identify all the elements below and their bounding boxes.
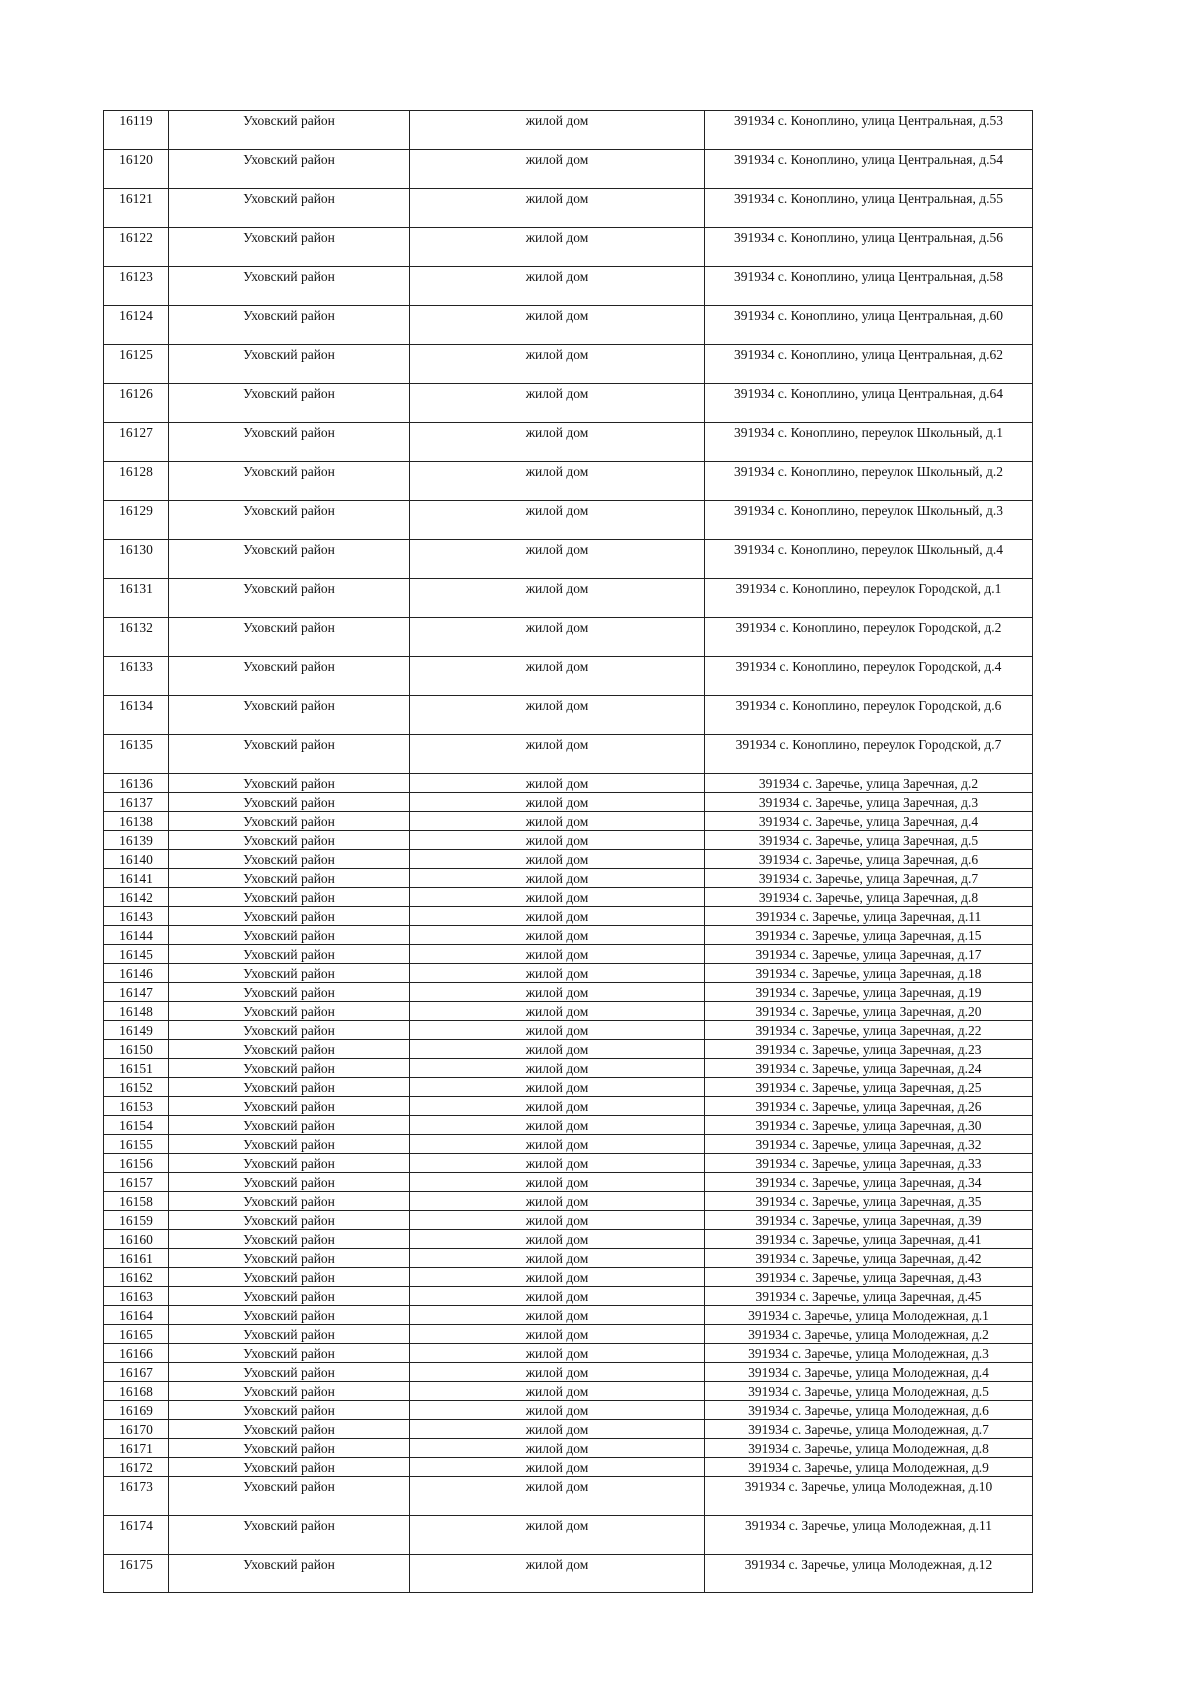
row-address: 391934 с. Заречье, улица Заречная, д.4: [705, 812, 1033, 831]
row-object-type: жилой дом: [410, 1287, 705, 1306]
row-object-type: жилой дом: [410, 1002, 705, 1021]
row-number: 16128: [104, 462, 169, 501]
table-row: [104, 1555, 1033, 1593]
row-address: 391934 с. Коноплино, переулок Школьный, д.4: [705, 540, 1033, 579]
row-address: 391934 с. Коноплино, улица Центральная, д.64: [705, 384, 1033, 423]
row-object-type: жилой дом: [410, 907, 705, 926]
row-object-type: жилой дом: [410, 1211, 705, 1230]
row-number: 16143: [104, 907, 169, 926]
row-address: 391934 с. Заречье, улица Заречная, д.45: [705, 1287, 1033, 1306]
table-row: [104, 1516, 1033, 1555]
row-district: Уховский район: [169, 228, 410, 267]
row-object-type: жилой дом: [410, 1363, 705, 1382]
table-row: [104, 1154, 1033, 1173]
row-address: 391934 с. Заречье, улица Заречная, д.5: [705, 831, 1033, 850]
row-object-type: жилой дом: [410, 657, 705, 696]
table-row: [104, 945, 1033, 964]
row-object-type: жилой дом: [410, 1059, 705, 1078]
table-row: [104, 1116, 1033, 1135]
row-address: 391934 с. Заречье, улица Заречная, д.35: [705, 1192, 1033, 1211]
table-row: [104, 111, 1033, 150]
row-number: 16137: [104, 793, 169, 812]
row-object-type: жилой дом: [410, 793, 705, 812]
row-address: 391934 с. Коноплино, переулок Школьный, д.2: [705, 462, 1033, 501]
table-row: [104, 1306, 1033, 1325]
row-number: 16151: [104, 1059, 169, 1078]
row-object-type: жилой дом: [410, 228, 705, 267]
row-district: Уховский район: [169, 150, 410, 189]
row-object-type: жилой дом: [410, 618, 705, 657]
row-object-type: жилой дом: [410, 774, 705, 793]
row-object-type: жилой дом: [410, 306, 705, 345]
row-district: Уховский район: [169, 501, 410, 540]
row-district: Уховский район: [169, 1401, 410, 1420]
row-number: 16145: [104, 945, 169, 964]
row-district: Уховский район: [169, 964, 410, 983]
table-row: [104, 869, 1033, 888]
row-object-type: жилой дом: [410, 1555, 705, 1593]
row-object-type: жилой дом: [410, 869, 705, 888]
row-address: 391934 с. Заречье, улица Молодежная, д.12: [705, 1555, 1033, 1593]
table-row: [104, 345, 1033, 384]
row-district: Уховский район: [169, 983, 410, 1002]
row-address: 391934 с. Заречье, улица Заречная, д.41: [705, 1230, 1033, 1249]
row-number: 16171: [104, 1439, 169, 1458]
row-number: 16120: [104, 150, 169, 189]
row-number: 16170: [104, 1420, 169, 1439]
row-number: 16152: [104, 1078, 169, 1097]
row-district: Уховский район: [169, 1325, 410, 1344]
row-object-type: жилой дом: [410, 1516, 705, 1555]
row-number: 16147: [104, 983, 169, 1002]
row-object-type: жилой дом: [410, 1382, 705, 1401]
row-object-type: жилой дом: [410, 1040, 705, 1059]
table-row: [104, 1249, 1033, 1268]
row-address: 391934 с. Заречье, улица Молодежная, д.3: [705, 1344, 1033, 1363]
row-district: Уховский район: [169, 1516, 410, 1555]
row-district: Уховский район: [169, 540, 410, 579]
row-object-type: жилой дом: [410, 1097, 705, 1116]
table-row: [104, 1059, 1033, 1078]
table-row: [104, 1002, 1033, 1021]
table-row: [104, 926, 1033, 945]
row-address: 391934 с. Коноплино, улица Центральная, д.56: [705, 228, 1033, 267]
row-object-type: жилой дом: [410, 1135, 705, 1154]
row-district: Уховский район: [169, 1021, 410, 1040]
table-row: [104, 540, 1033, 579]
row-district: Уховский район: [169, 1002, 410, 1021]
row-object-type: жилой дом: [410, 888, 705, 907]
table-body: [104, 111, 1033, 1593]
row-district: Уховский район: [169, 945, 410, 964]
row-object-type: жилой дом: [410, 1249, 705, 1268]
row-district: Уховский район: [169, 1306, 410, 1325]
row-district: Уховский район: [169, 888, 410, 907]
row-object-type: жилой дом: [410, 501, 705, 540]
row-object-type: жилой дом: [410, 1230, 705, 1249]
row-number: 16156: [104, 1154, 169, 1173]
row-district: Уховский район: [169, 735, 410, 774]
row-number: 16123: [104, 267, 169, 306]
table-row: [104, 1439, 1033, 1458]
row-number: 16135: [104, 735, 169, 774]
table-row: [104, 1040, 1033, 1059]
row-district: Уховский район: [169, 1268, 410, 1287]
row-number: 16154: [104, 1116, 169, 1135]
row-address: 391934 с. Заречье, улица Заречная, д.25: [705, 1078, 1033, 1097]
row-district: Уховский район: [169, 812, 410, 831]
row-object-type: жилой дом: [410, 1325, 705, 1344]
row-district: Уховский район: [169, 1078, 410, 1097]
table-row: [104, 1325, 1033, 1344]
row-district: Уховский район: [169, 345, 410, 384]
row-district: Уховский район: [169, 1420, 410, 1439]
row-object-type: жилой дом: [410, 964, 705, 983]
table-row: [104, 384, 1033, 423]
table-row: [104, 1363, 1033, 1382]
table-row: [104, 907, 1033, 926]
row-address: 391934 с. Коноплино, улица Центральная, д.62: [705, 345, 1033, 384]
row-object-type: жилой дом: [410, 267, 705, 306]
row-number: 16175: [104, 1555, 169, 1593]
row-district: Уховский район: [169, 850, 410, 869]
row-number: 16150: [104, 1040, 169, 1059]
row-number: 16148: [104, 1002, 169, 1021]
table-row: [104, 228, 1033, 267]
row-address: 391934 с. Коноплино, улица Центральная, д.54: [705, 150, 1033, 189]
row-district: Уховский район: [169, 793, 410, 812]
row-district: Уховский район: [169, 1382, 410, 1401]
row-number: 16140: [104, 850, 169, 869]
row-district: Уховский район: [169, 907, 410, 926]
row-number: 16153: [104, 1097, 169, 1116]
table-row: [104, 812, 1033, 831]
table-row: [104, 1230, 1033, 1249]
table-row: [104, 964, 1033, 983]
row-district: Уховский район: [169, 869, 410, 888]
row-number: 16172: [104, 1458, 169, 1477]
table-row: [104, 1401, 1033, 1420]
table-row: [104, 735, 1033, 774]
row-object-type: жилой дом: [410, 1420, 705, 1439]
row-district: Уховский район: [169, 1230, 410, 1249]
row-object-type: жилой дом: [410, 983, 705, 1002]
row-number: 16129: [104, 501, 169, 540]
row-district: Уховский район: [169, 926, 410, 945]
row-address: 391934 с. Коноплино, переулок Городской, д.7: [705, 735, 1033, 774]
row-number: 16121: [104, 189, 169, 228]
row-district: Уховский район: [169, 423, 410, 462]
row-district: Уховский район: [169, 462, 410, 501]
row-address: 391934 с. Заречье, улица Заречная, д.33: [705, 1154, 1033, 1173]
row-number: 16168: [104, 1382, 169, 1401]
row-district: Уховский район: [169, 1192, 410, 1211]
table-row: [104, 1173, 1033, 1192]
row-object-type: жилой дом: [410, 1306, 705, 1325]
row-address: 391934 с. Заречье, улица Молодежная, д.11: [705, 1516, 1033, 1555]
table-row: [104, 1192, 1033, 1211]
row-address: 391934 с. Заречье, улица Заречная, д.3: [705, 793, 1033, 812]
row-address: 391934 с. Заречье, улица Заречная, д.2: [705, 774, 1033, 793]
row-number: 16144: [104, 926, 169, 945]
row-number: 16167: [104, 1363, 169, 1382]
row-object-type: жилой дом: [410, 384, 705, 423]
row-object-type: жилой дом: [410, 189, 705, 228]
row-district: Уховский район: [169, 1173, 410, 1192]
row-address: 391934 с. Заречье, улица Заречная, д.11: [705, 907, 1033, 926]
row-number: 16142: [104, 888, 169, 907]
table-row: [104, 1135, 1033, 1154]
row-object-type: жилой дом: [410, 1154, 705, 1173]
row-number: 16141: [104, 869, 169, 888]
row-district: Уховский район: [169, 774, 410, 793]
row-address: 391934 с. Коноплино, переулок Школьный, д.3: [705, 501, 1033, 540]
row-address: 391934 с. Коноплино, переулок Городской, д.1: [705, 579, 1033, 618]
table-row: [104, 1287, 1033, 1306]
row-number: 16136: [104, 774, 169, 793]
table-row: [104, 462, 1033, 501]
row-district: Уховский район: [169, 1211, 410, 1230]
row-address: 391934 с. Заречье, улица Заречная, д.32: [705, 1135, 1033, 1154]
row-district: Уховский район: [169, 1344, 410, 1363]
row-number: 16130: [104, 540, 169, 579]
table-row: [104, 579, 1033, 618]
table-row: [104, 888, 1033, 907]
row-object-type: жилой дом: [410, 1344, 705, 1363]
table-row: [104, 983, 1033, 1002]
row-number: 16132: [104, 618, 169, 657]
table-row: [104, 618, 1033, 657]
row-number: 16125: [104, 345, 169, 384]
table-row: [104, 1211, 1033, 1230]
row-object-type: жилой дом: [410, 831, 705, 850]
row-number: 16139: [104, 831, 169, 850]
row-number: 16164: [104, 1306, 169, 1325]
row-address: 391934 с. Заречье, улица Заречная, д.30: [705, 1116, 1033, 1135]
row-district: Уховский район: [169, 1116, 410, 1135]
row-object-type: жилой дом: [410, 150, 705, 189]
row-address: 391934 с. Коноплино, переулок Городской, д.6: [705, 696, 1033, 735]
row-district: Уховский район: [169, 1439, 410, 1458]
table-row: [104, 657, 1033, 696]
row-object-type: жилой дом: [410, 945, 705, 964]
row-number: 16160: [104, 1230, 169, 1249]
row-number: 16149: [104, 1021, 169, 1040]
row-number: 16162: [104, 1268, 169, 1287]
row-address: 391934 с. Заречье, улица Молодежная, д.5: [705, 1382, 1033, 1401]
row-address: 391934 с. Коноплино, улица Центральная, д.58: [705, 267, 1033, 306]
row-district: Уховский район: [169, 1477, 410, 1516]
row-address: 391934 с. Заречье, улица Заречная, д.23: [705, 1040, 1033, 1059]
row-object-type: жилой дом: [410, 1192, 705, 1211]
row-number: 16169: [104, 1401, 169, 1420]
row-district: Уховский район: [169, 579, 410, 618]
row-object-type: жилой дом: [410, 1116, 705, 1135]
row-address: 391934 с. Заречье, улица Заречная, д.24: [705, 1059, 1033, 1078]
row-number: 16138: [104, 812, 169, 831]
row-number: 16146: [104, 964, 169, 983]
row-address: 391934 с. Заречье, улица Молодежная, д.6: [705, 1401, 1033, 1420]
row-number: 16161: [104, 1249, 169, 1268]
row-object-type: жилой дом: [410, 696, 705, 735]
row-district: Уховский район: [169, 657, 410, 696]
row-object-type: жилой дом: [410, 1021, 705, 1040]
row-address: 391934 с. Коноплино, улица Центральная, д.53: [705, 111, 1033, 150]
row-object-type: жилой дом: [410, 812, 705, 831]
row-number: 16159: [104, 1211, 169, 1230]
row-district: Уховский район: [169, 1555, 410, 1593]
table-row: [104, 1420, 1033, 1439]
table-row: [104, 1344, 1033, 1363]
row-district: Уховский район: [169, 1040, 410, 1059]
row-number: 16155: [104, 1135, 169, 1154]
row-number: 16173: [104, 1477, 169, 1516]
row-address: 391934 с. Заречье, улица Заречная, д.18: [705, 964, 1033, 983]
row-address: 391934 с. Заречье, улица Заречная, д.22: [705, 1021, 1033, 1040]
row-address: 391934 с. Коноплино, переулок Городской, д.2: [705, 618, 1033, 657]
row-number: 16119: [104, 111, 169, 150]
row-district: Уховский район: [169, 1097, 410, 1116]
row-address: 391934 с. Заречье, улица Заречная, д.17: [705, 945, 1033, 964]
table-row: [104, 1477, 1033, 1516]
table-row: [104, 189, 1033, 228]
table-row: [104, 831, 1033, 850]
row-number: 16131: [104, 579, 169, 618]
table-row: [104, 1458, 1033, 1477]
table-row: [104, 774, 1033, 793]
row-number: 16163: [104, 1287, 169, 1306]
table-row: [104, 267, 1033, 306]
table-row: [104, 501, 1033, 540]
address-table: [103, 110, 1033, 1593]
row-address: 391934 с. Заречье, улица Заречная, д.20: [705, 1002, 1033, 1021]
row-district: Уховский район: [169, 1363, 410, 1382]
row-address: 391934 с. Заречье, улица Молодежная, д.4: [705, 1363, 1033, 1382]
row-object-type: жилой дом: [410, 850, 705, 869]
row-number: 16122: [104, 228, 169, 267]
row-address: 391934 с. Заречье, улица Заречная, д.42: [705, 1249, 1033, 1268]
table-row: [104, 696, 1033, 735]
row-object-type: жилой дом: [410, 1458, 705, 1477]
row-object-type: жилой дом: [410, 423, 705, 462]
row-address: 391934 с. Заречье, улица Заречная, д.19: [705, 983, 1033, 1002]
row-object-type: жилой дом: [410, 345, 705, 384]
row-address: 391934 с. Заречье, улица Молодежная, д.2: [705, 1325, 1033, 1344]
row-district: Уховский район: [169, 267, 410, 306]
row-address: 391934 с. Коноплино, переулок Городской, д.4: [705, 657, 1033, 696]
row-address: 391934 с. Коноплино, улица Центральная, д.60: [705, 306, 1033, 345]
table-row: [104, 150, 1033, 189]
row-object-type: жилой дом: [410, 1268, 705, 1287]
row-number: 16174: [104, 1516, 169, 1555]
row-address: 391934 с. Заречье, улица Заречная, д.34: [705, 1173, 1033, 1192]
row-object-type: жилой дом: [410, 1401, 705, 1420]
table-row: [104, 306, 1033, 345]
row-address: 391934 с. Заречье, улица Заречная, д.15: [705, 926, 1033, 945]
row-object-type: жилой дом: [410, 1078, 705, 1097]
row-number: 16166: [104, 1344, 169, 1363]
table-row: [104, 793, 1033, 812]
row-object-type: жилой дом: [410, 735, 705, 774]
row-object-type: жилой дом: [410, 926, 705, 945]
row-address: 391934 с. Заречье, улица Заречная, д.6: [705, 850, 1033, 869]
row-district: Уховский район: [169, 306, 410, 345]
row-district: Уховский район: [169, 1059, 410, 1078]
row-district: Уховский район: [169, 1249, 410, 1268]
row-number: 16124: [104, 306, 169, 345]
row-address: 391934 с. Заречье, улица Заречная, д.8: [705, 888, 1033, 907]
row-object-type: жилой дом: [410, 111, 705, 150]
row-address: 391934 с. Заречье, улица Молодежная, д.10: [705, 1477, 1033, 1516]
row-district: Уховский район: [169, 1135, 410, 1154]
table-row: [104, 1268, 1033, 1287]
row-object-type: жилой дом: [410, 540, 705, 579]
table-row: [104, 1097, 1033, 1116]
row-object-type: жилой дом: [410, 1439, 705, 1458]
row-district: Уховский район: [169, 696, 410, 735]
table-row: [104, 1382, 1033, 1401]
table-row: [104, 850, 1033, 869]
row-number: 16165: [104, 1325, 169, 1344]
row-district: Уховский район: [169, 1458, 410, 1477]
row-number: 16127: [104, 423, 169, 462]
row-number: 16134: [104, 696, 169, 735]
row-address: 391934 с. Заречье, улица Заречная, д.7: [705, 869, 1033, 888]
row-district: Уховский район: [169, 1287, 410, 1306]
row-number: 16126: [104, 384, 169, 423]
row-object-type: жилой дом: [410, 462, 705, 501]
row-district: Уховский район: [169, 831, 410, 850]
table-row: [104, 1021, 1033, 1040]
row-object-type: жилой дом: [410, 1173, 705, 1192]
row-address: 391934 с. Заречье, улица Молодежная, д.7: [705, 1420, 1033, 1439]
row-address: 391934 с. Заречье, улица Молодежная, д.8: [705, 1439, 1033, 1458]
table-row: [104, 1078, 1033, 1097]
row-address: 391934 с. Коноплино, улица Центральная, д.55: [705, 189, 1033, 228]
row-district: Уховский район: [169, 111, 410, 150]
row-district: Уховский район: [169, 618, 410, 657]
row-district: Уховский район: [169, 189, 410, 228]
row-number: 16157: [104, 1173, 169, 1192]
row-district: Уховский район: [169, 1154, 410, 1173]
row-address: 391934 с. Заречье, улица Заречная, д.26: [705, 1097, 1033, 1116]
row-district: Уховский район: [169, 384, 410, 423]
row-address: 391934 с. Заречье, улица Заречная, д.39: [705, 1211, 1033, 1230]
row-address: 391934 с. Заречье, улица Молодежная, д.1: [705, 1306, 1033, 1325]
row-object-type: жилой дом: [410, 579, 705, 618]
row-address: 391934 с. Заречье, улица Заречная, д.43: [705, 1268, 1033, 1287]
table-row: [104, 423, 1033, 462]
row-number: 16133: [104, 657, 169, 696]
row-number: 16158: [104, 1192, 169, 1211]
row-address: 391934 с. Коноплино, переулок Школьный, д.1: [705, 423, 1033, 462]
row-address: 391934 с. Заречье, улица Молодежная, д.9: [705, 1458, 1033, 1477]
row-object-type: жилой дом: [410, 1477, 705, 1516]
